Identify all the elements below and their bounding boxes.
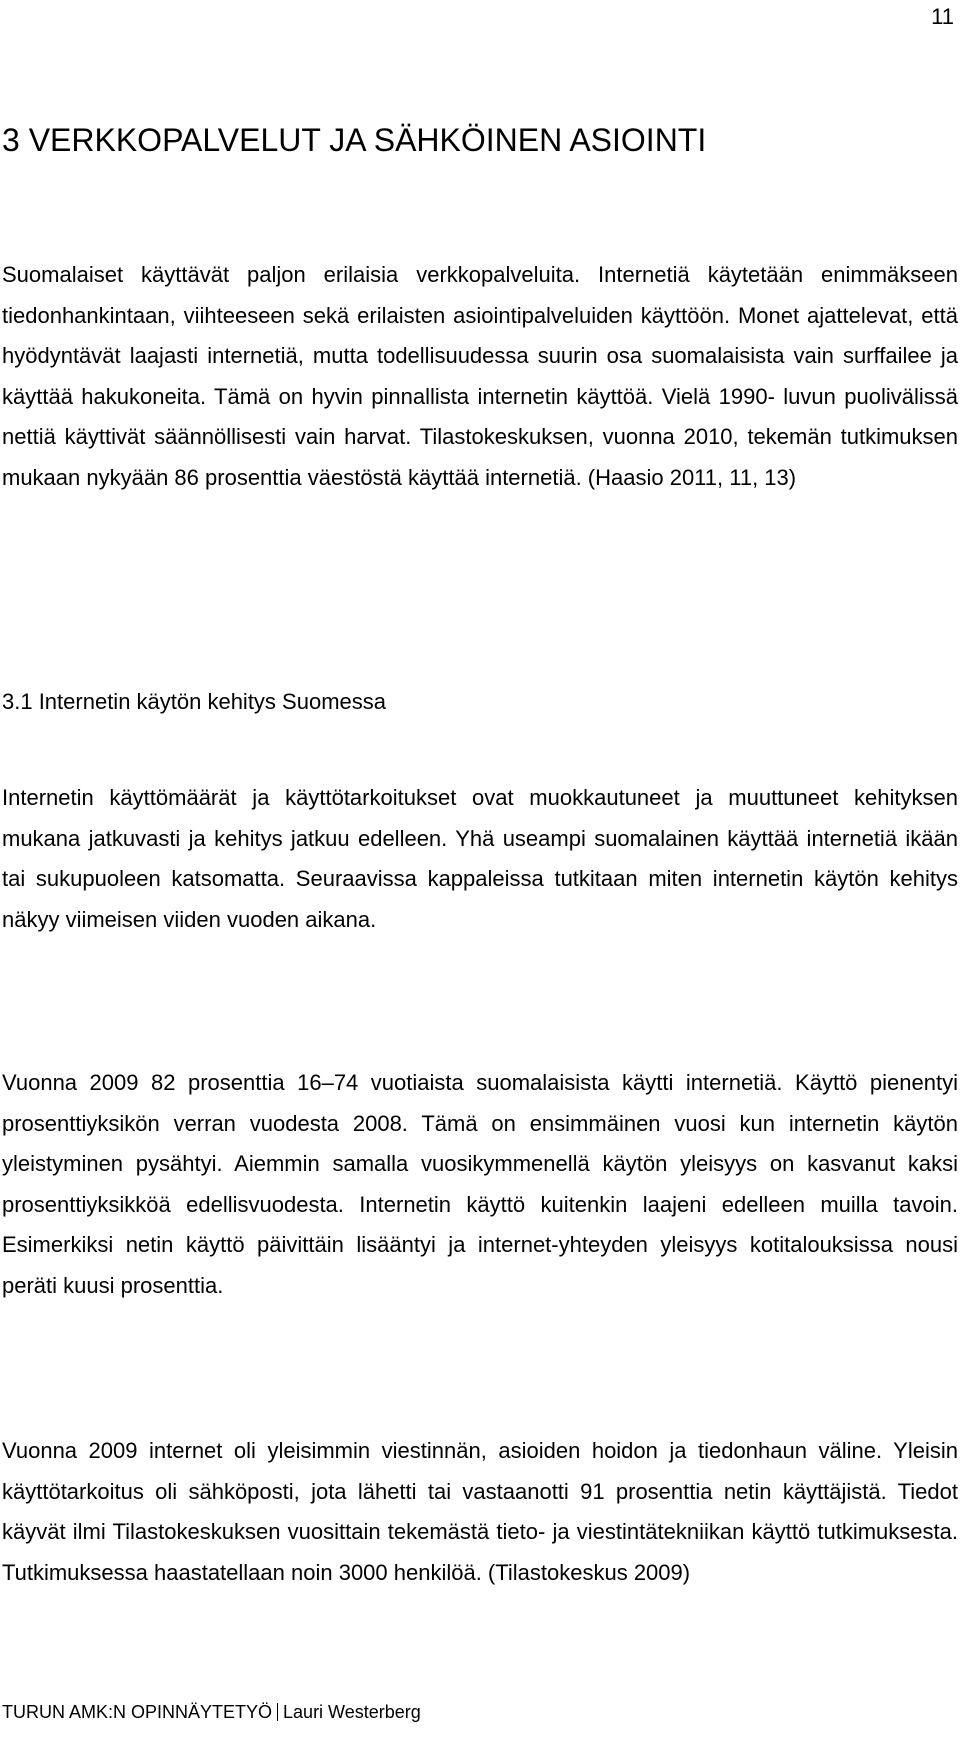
chapter-title: 3 VERKKOPALVELUT JA SÄHKÖINEN ASIOINTI (2, 122, 707, 158)
intro-paragraph: Suomalaiset käyttävät paljon erilaisia verkkopalveluita. Internetiä käytetään enimmäkseen tiedonhankintaan, viihteeseen sekä erilaisten asiointipalveluiden käyttöön. Monet ajattelevat, että hyödyntävät laajasti internetiä, mutta todellisuudessa suurin osa suomalaisista vain surffailee ja käyttää hakukoneita. Tämä on hyvin pinnallista internetin käyttöä. Vielä 1990- luvun puolivälissä nettiä käyttivät säännöllisesti vain harvat. Tilastokeskuksen, vuonna 2010, tekemän tutkimuksen mukaan nykyään 86 prosenttia väestöstä käyttää internetiä. (Haasio 2011, 11, 13) (2, 262, 958, 490)
page-footer (2, 1700, 421, 1724)
section-paragraph-3: Vuonna 2009 internet oli yleisimmin viestinnän, asioiden hoidon ja tiedonhaun väline. Yleisin käyttötarkoitus oli sähköposti, jota lähetti tai vastaanotti 91 prosenttia netin käyttäjistä. Tiedot käyvät ilmi Tilastokeskuksen vuosittain tekemästä tieto- ja viestintätekniikan käyttö tutkimuksesta. Tutkimuksessa haastatellaan noin 3000 henkilöä. (Tilastokeskus 2009) (2, 1438, 958, 1585)
section-paragraph-2: Vuonna 2009 82 prosenttia 16–74 vuotiaista suomalaisista käytti internetiä. Käyttö pienentyi prosenttiyksikön verran vuodesta 2008. Tämä on ensimmäinen vuosi kun internetin käytön yleistyminen pysähtyi. Aiemmin samalla vuosikymmenellä käytön yleisyys on kasvanut kaksi prosenttiyksikköä edellisvuodesta. Internetin käyttö kuitenkin laajeni edelleen muilla tavoin. Esimerkiksi netin käyttö päivittäin lisääntyi ja internet-yhteyden yleisyys kotitalouksissa nousi peräti kuusi prosenttia. (2, 1070, 958, 1298)
page-number: 11 (931, 4, 954, 29)
section-title: 3.1 Internetin käytön kehitys Suomessa (2, 689, 386, 714)
footer-author: Lauri Westerberg (283, 1702, 421, 1722)
section-paragraph-1: Internetin käyttömäärät ja käyttötarkoitukset ovat muokkautuneet ja muuttuneet kehityksen mukana jatkuvasti ja kehitys jatkuu edelleen. Yhä useampi suomalainen käyttää internetiä ikään tai sukupuoleen katsomatta. Seuraavissa kappaleissa tutkitaan miten internetin käytön kehitys näkyy viimeisen viiden vuoden aikana. (2, 785, 958, 932)
footer-institution: TURUN AMK:N OPINNÄYTETYÖ (2, 1702, 273, 1722)
footer-separator (277, 1703, 278, 1721)
